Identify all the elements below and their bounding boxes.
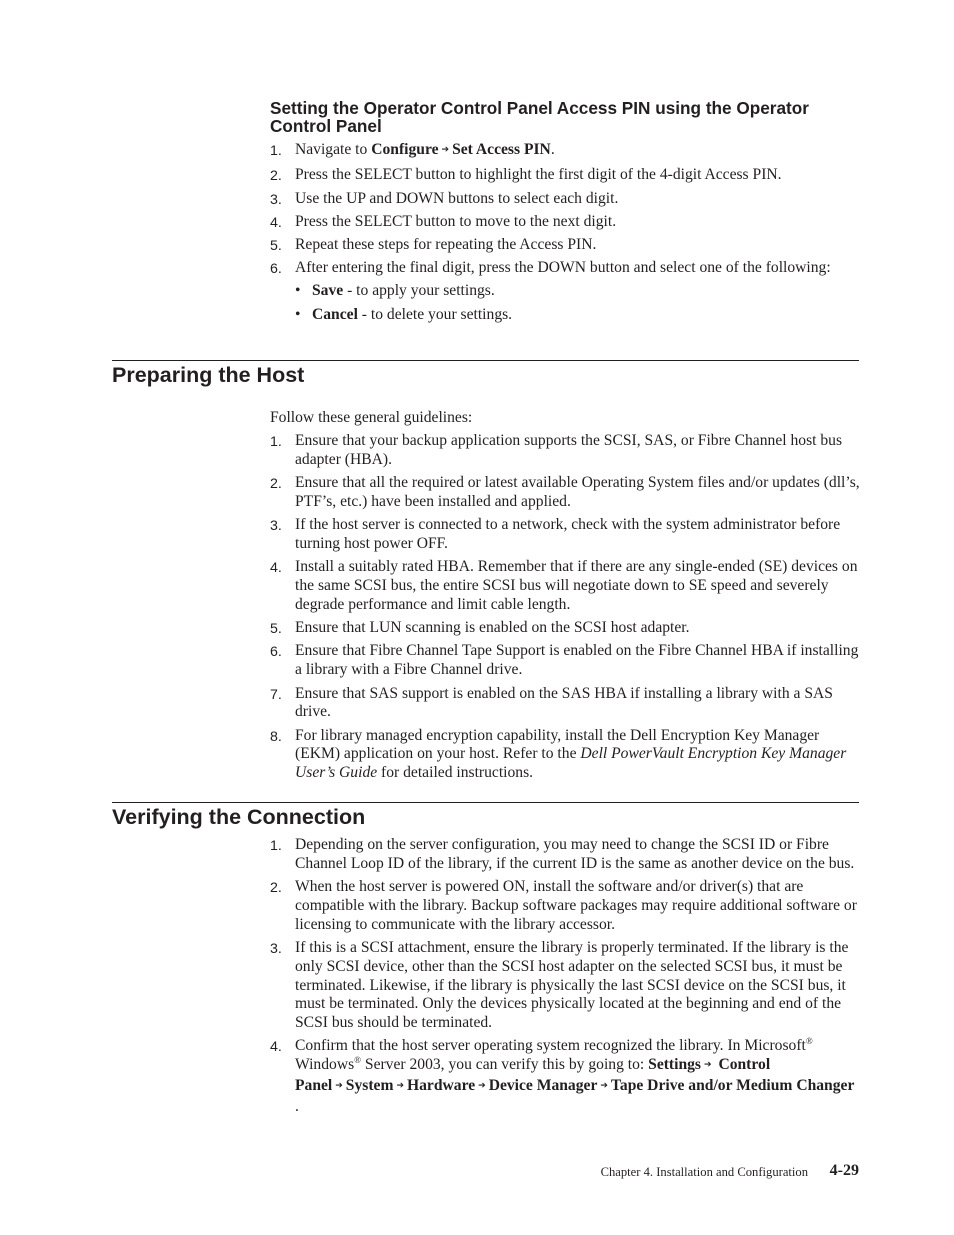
arrow-right-icon: ➔	[396, 1081, 404, 1092]
step-number: 3.	[270, 940, 282, 957]
list-item: 2. When the host server is powered ON, install the software and/or driver(s) that are compatible with the library. Backup software packages may require additional software or licensing to communicate with the library accessor.	[270, 878, 857, 933]
bullet-icon: •	[295, 282, 301, 300]
menu-path-control-panel: Control Panel	[295, 1056, 771, 1095]
registered-mark: ®	[354, 1055, 361, 1066]
list-item: 7. Ensure that SAS support is enabled on the SAS HBA if installing a library with a SAS drive.	[270, 684, 833, 721]
arrow-right-icon: ➔	[704, 1060, 712, 1071]
menu-path-settings: Settings	[648, 1056, 701, 1074]
list-item: 6. Ensure that Fibre Channel Tape Support is enabled on the Fibre Channel HBA if installing a library with a Fibre Channel drive.	[270, 642, 859, 679]
access-pin-steps	[270, 141, 860, 330]
registered-mark: ®	[805, 1036, 813, 1047]
section-heading-preparing-host: Preparing the Host	[112, 363, 305, 387]
list-item: 1. Navigate to Configure ➔ Set Access PIN.	[270, 141, 555, 159]
page-number: 4-29	[829, 1162, 859, 1179]
step-number: 3.	[270, 191, 282, 208]
arrow-right-icon: ➔	[600, 1081, 608, 1092]
step-number: 2.	[270, 168, 282, 185]
arrow-right-icon: ➔	[478, 1081, 486, 1092]
step-number: 6.	[270, 261, 282, 278]
list-item: 5. Repeat these steps for repeating the Access PIN.	[270, 236, 597, 255]
list-item: 5. Ensure that LUN scanning is enabled on the SCSI host adapter.	[270, 619, 690, 638]
step-number: 8.	[270, 728, 282, 745]
list-item: 4. Confirm that the host server operating system recognized the library. In Microsoft® Windows® Server 2003, you can verify this by going to: Settings ➔ Control Panel ➔ System ➔ Hardware ➔ Device Manager ➔ Tape Drive and/or Medium Changer .	[270, 1036, 855, 1115]
step-number: 4.	[270, 214, 282, 231]
step-number: 6.	[270, 644, 282, 661]
list-item: 2. Press the SELECT button to highlight the first digit of the 4-digit Access PIN.	[270, 166, 782, 185]
option-cancel: • Cancel - to delete your settings.	[295, 306, 513, 324]
step-number: 1.	[270, 143, 282, 159]
step-number: 4.	[270, 1039, 282, 1056]
step-number: 1.	[270, 434, 282, 450]
step-number: 2.	[270, 880, 282, 897]
menu-path-configure: Configure	[371, 141, 439, 158]
step-number: 5.	[270, 238, 282, 255]
guide-title: Dell PowerVault Encryption Key Manager User’s Guide	[295, 745, 847, 782]
section-divider	[112, 802, 859, 803]
menu-path-tape-drive: Tape Drive and/or Medium Changer	[610, 1077, 855, 1095]
list-item: 1. Depending on the server configuration, you may need to change the SCSI ID or Fibre Channel Loop ID of the library, if the current ID is the same as another device on the bus.	[270, 836, 855, 872]
arrow-right-icon: ➔	[441, 145, 450, 155]
step-number: 4.	[270, 560, 282, 577]
step-number: 7.	[270, 686, 282, 703]
list-item: 3. Use the UP and DOWN buttons to select each digit.	[270, 189, 619, 208]
list-item: 3. If the host server is connected to a network, check with the system administrator before turning host power OFF.	[270, 516, 841, 552]
list-item: 4. Install a suitably rated HBA. Remember that if there are any single-ended (SE) devices on the same SCSI bus, the entire SCSI bus will negotiate down to SE speed and severely degrade performance and limit cable length.	[270, 558, 858, 613]
option-list	[295, 282, 860, 325]
connection-steps-list	[270, 836, 860, 1121]
host-intro-text: Follow these general guidelines:	[270, 409, 473, 426]
step-number: 5.	[270, 621, 282, 638]
list-item: 2. Ensure that all the required or latest available Operating System files and/or updates (dll’s, PTF’s, etc.) have been installed and applied.	[270, 474, 860, 510]
list-item: 4. Press the SELECT button to move to the next digit.	[270, 212, 617, 231]
list-item: 1. Ensure that your backup application supports the SCSI, SAS, or Fibre Channel host bus adapter (HBA).	[270, 432, 843, 468]
arrow-right-icon: ➔	[335, 1081, 343, 1092]
host-guidelines-list	[270, 432, 860, 788]
menu-path-hardware: Hardware	[407, 1077, 476, 1095]
menu-path-device-manager: Device Manager	[488, 1077, 598, 1095]
footer-chapter-title: Chapter 4. Installation and Configuration	[600, 1165, 808, 1179]
option-save: • Save - to apply your settings.	[295, 282, 495, 300]
bullet-icon: •	[295, 306, 301, 324]
section-divider	[112, 360, 859, 361]
menu-path-system: System	[345, 1077, 394, 1095]
list-item: 8. For library managed encryption capability, install the Dell Encryption Key Manager (EKM) application on your host. Refer to the Dell PowerVault Encryption Key Manager User’s Guide for detailed instructions.	[270, 726, 847, 782]
step-number: 3.	[270, 518, 282, 535]
step-number: 1.	[270, 838, 282, 854]
section-heading-verifying-connection: Verifying the Connection	[112, 805, 366, 829]
menu-path-set-access-pin: Set Access PIN	[452, 141, 551, 158]
list-item: 3. If this is a SCSI attachment, ensure the library is properly terminated. If the library is the only SCSI device, other than the SCSI host adapter on the selected SCSI bus, it must be terminated. Likewise, if the library is physically the last SCSI device on the SCSI bus, it must be terminated. Only the devices physically located at the beginning and end of the SCSI bus should be terminated.	[270, 938, 849, 1032]
step-number: 2.	[270, 476, 282, 493]
list-item: 6. After entering the final digit, press the DOWN button and select one of the following: • Save - to apply your settings. • Cancel - to delete your settings.	[270, 259, 860, 324]
section-subheading-access-pin: Setting the Operator Control Panel Access PIN using the Operator Control Panel	[270, 98, 809, 136]
